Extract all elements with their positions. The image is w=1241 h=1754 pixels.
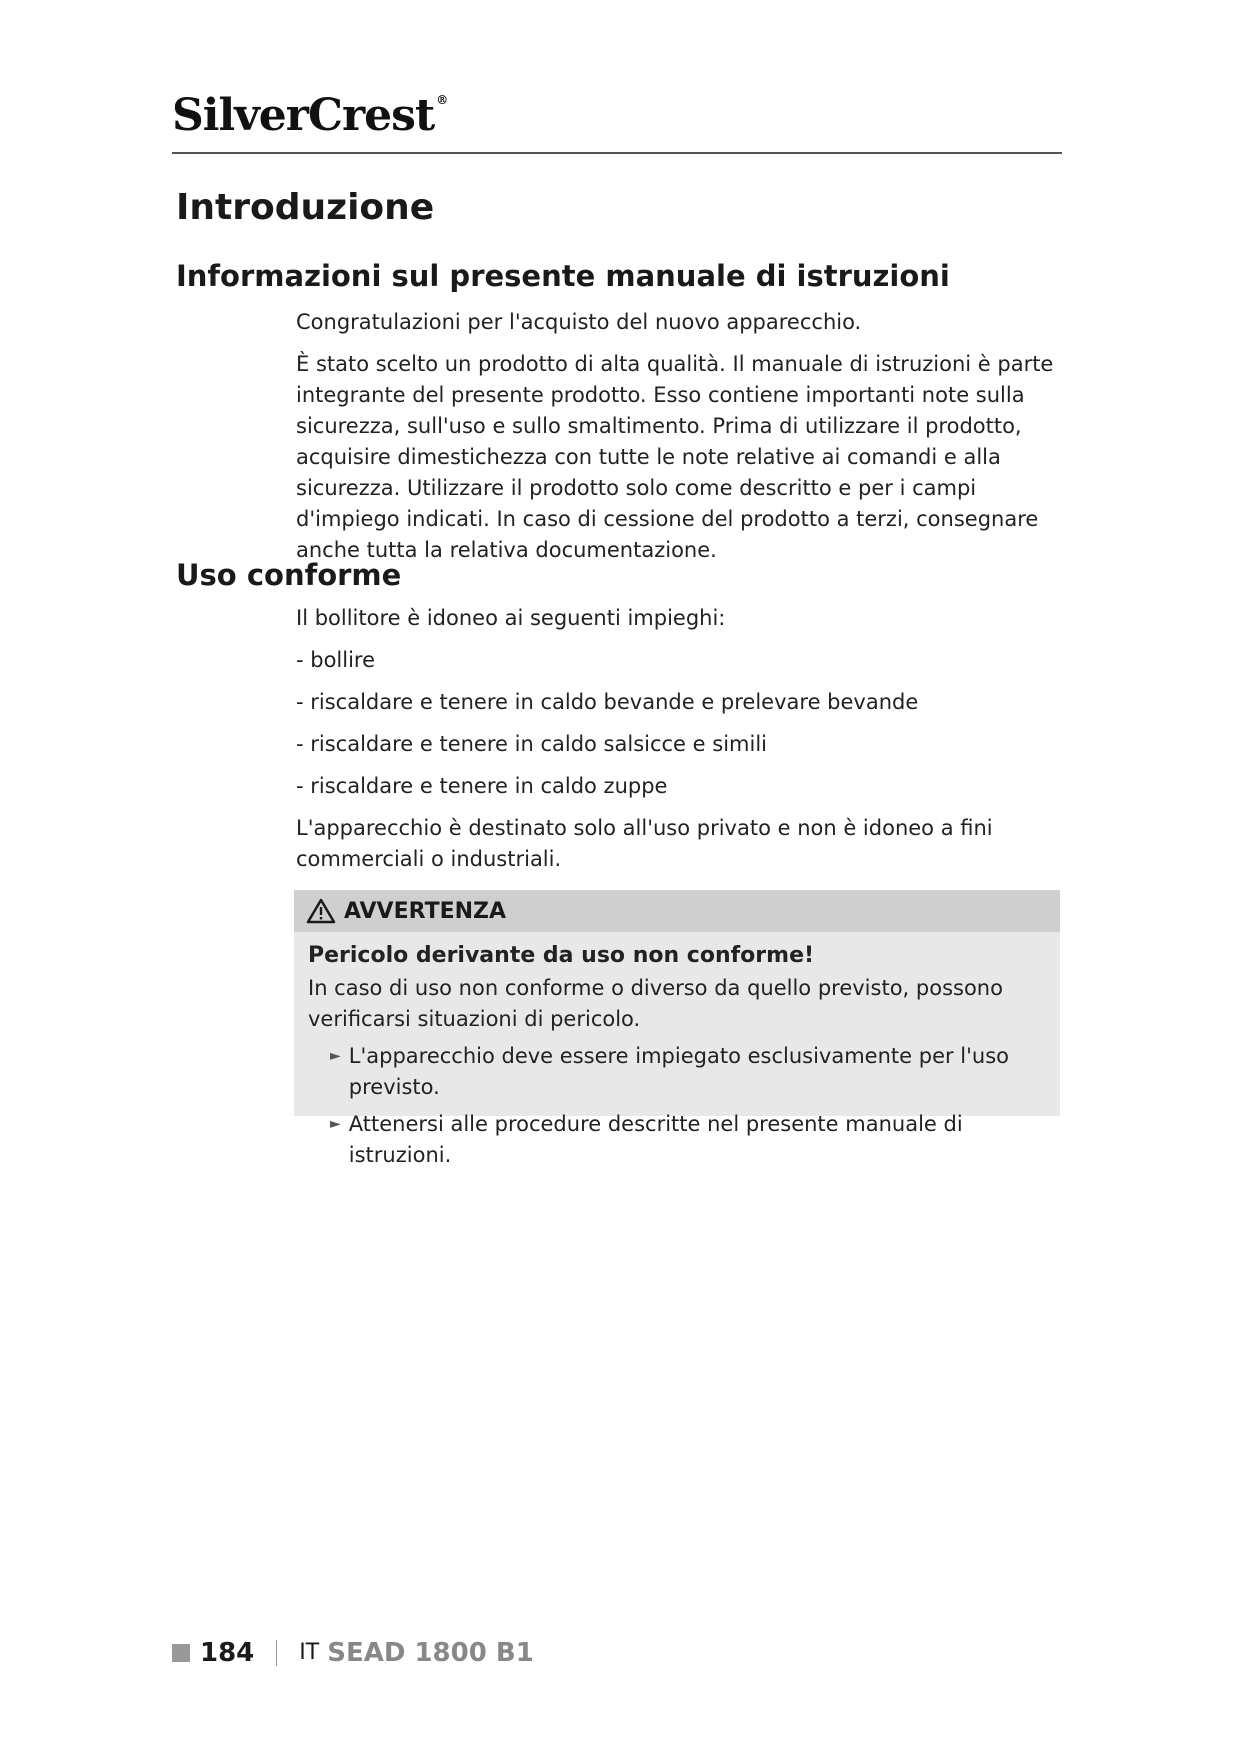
warning-label: AVVERTENZA	[344, 898, 506, 924]
uso-list-item: - bollire	[296, 648, 376, 672]
warning-box	[294, 890, 1060, 1167]
model-name: SEAD 1800 B1	[327, 1638, 534, 1668]
page-title: Introduzione	[176, 187, 435, 228]
warning-bullet-text: Attenersi alle procedure descritte nel presente manuale di istruzioni.	[348, 1112, 963, 1167]
uso-list-item: - riscaldare e tenere in caldo zuppe	[296, 774, 668, 798]
uso-intro: Il bollitore è idoneo ai seguenti impieghi:	[296, 606, 726, 630]
warning-header	[294, 890, 1060, 932]
logo-text: SilverCrest	[172, 90, 435, 141]
uso-note: L'apparecchio è destinato solo all'uso privato e non è idoneo a fini commerciali o industriali.	[296, 816, 993, 871]
warning-body	[294, 932, 1060, 1171]
arrow-right-icon: ►	[330, 1048, 341, 1064]
info-paragraph: Congratulazioni per l'acquisto del nuovo apparecchio.	[296, 310, 862, 334]
warning-description: In caso di uso non conforme o diverso da quello previsto, possono verificarsi situazioni di pericolo.	[308, 976, 1003, 1031]
footer-square-icon	[172, 1644, 190, 1662]
warning-bullet	[308, 1109, 1046, 1171]
uso-section-body	[296, 603, 1066, 886]
arrow-right-icon: ►	[330, 1116, 341, 1132]
warning-triangle-icon	[306, 898, 336, 924]
language-code: IT	[299, 1640, 320, 1665]
section-title-uso: Uso conforme	[176, 558, 402, 592]
brand-logo	[172, 90, 448, 141]
uso-list-item: - riscaldare e tenere in caldo bevande e prelevare bevande	[296, 690, 919, 714]
logo-registered-mark: ®	[436, 93, 448, 107]
info-section-body	[296, 307, 1066, 577]
page-footer	[172, 1640, 534, 1666]
page-number: 184	[200, 1638, 255, 1668]
uso-list-item: - riscaldare e tenere in caldo salsicce e simili	[296, 732, 767, 756]
warning-bullet	[308, 1041, 1046, 1103]
section-title-info: Informazioni sul presente manuale di istruzioni	[176, 259, 950, 293]
warning-bullet-text: L'apparecchio deve essere impiegato esclusivamente per l'uso previsto.	[348, 1044, 1009, 1099]
footer-separator	[276, 1640, 277, 1666]
info-paragraph: È stato scelto un prodotto di alta qualità. Il manuale di istruzioni è parte integrante del presente prodotto. Esso contiene importanti note sulla sicurezza, sull'uso e sullo smaltimento. Prima di utilizzare il prodotto, acquisire dimestichezza con tutte le note relative ai comandi e alla sicurezza. Utilizzare il prodotto solo come descritto e per i campi d'impiego indicati. In caso di cessione del prodotto a terzi, consegnare anche tutta la relativa documentazione.	[296, 352, 1054, 562]
warning-title: Pericolo derivante da uso non conforme!	[308, 943, 815, 968]
header-divider	[172, 152, 1062, 154]
